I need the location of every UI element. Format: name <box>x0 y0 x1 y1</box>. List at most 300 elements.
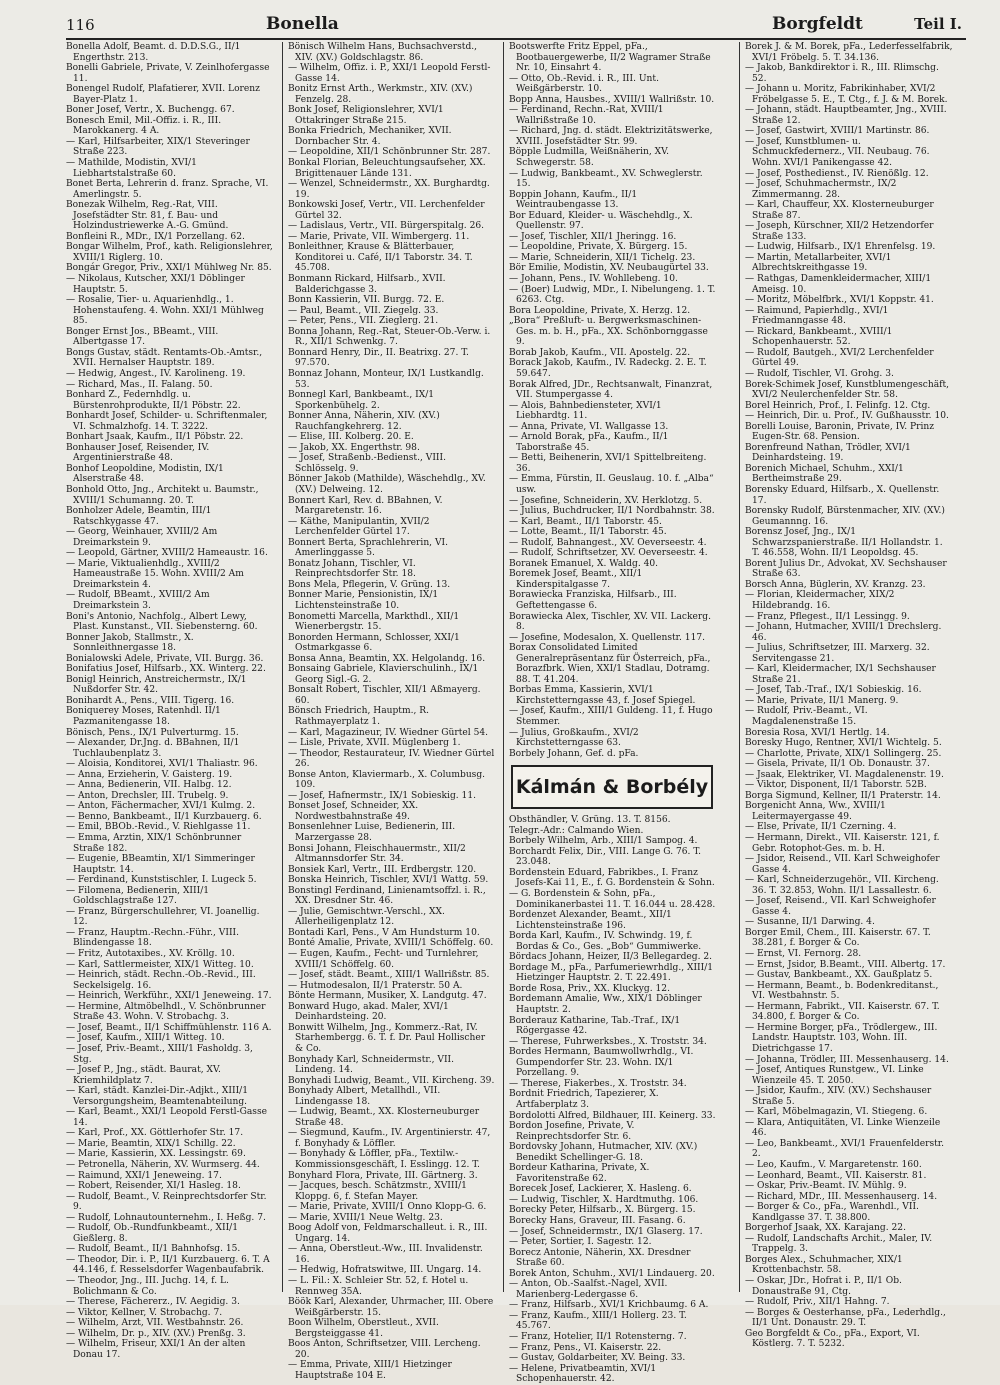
column-3 <box>509 42 717 1385</box>
directory-entry: — Ludwig, Beamt., XX. Klosterneuburger Straße 48. <box>288 1107 480 1128</box>
directory-entry: Bonwitt Wilhelm, Jng., Kommerz.-Rat, IV. Starhembergg. 6. T. f. Dr. Paul Hollischer & Co. <box>288 1022 486 1054</box>
directory-entry: — Rosalie, Tier- u. Aquarienhdlg., 1. Hohenstaufeng. 4. Wohn. XXI/1 Mühlweg 85. <box>66 295 264 327</box>
directory-entry: Bonitz Ernst Arth., Werkmstr., XIV. (XV.) Fenzelg. 28. <box>288 84 473 105</box>
directory-entry: — Josef, Gastwirt, XVIII/1 Martinstr. 86. <box>745 126 930 137</box>
directory-entry: — Anton, Fächermacher, XVI/1 Kulmg. 2. <box>66 801 256 812</box>
directory-entry: — Hutmodesalon, II/1 Praterstr. 50 A. <box>288 980 463 991</box>
directory-entry: — Leopoldine, Private, X. Bürgerg. 15. <box>509 242 688 253</box>
directory-entry: — Ernst, Jsidor, B.Beamt., VIII. Albertg. 17. <box>745 959 946 970</box>
directory-entry: Bonatz Johann, Tischler, VI. Reinprechtsdorfer Str. 18. <box>288 558 416 580</box>
directory-entry: Bonnaz Johann, Monteur, IX/1 Lustkandlg. 53. <box>288 368 484 390</box>
directory-entry: — Jsaak, Elektriker, VI. Magdalenenstr. 19. <box>745 769 944 780</box>
directory-entry: — Karl, städt. Kanzlei-Dir.-Adjkt., XIII/1 Versorgungsheim, Beamtenabteilung. <box>66 1086 249 1107</box>
directory-entry: — Karl, Kleidermacher, IX/1 Sechshauser Straße 21. <box>745 664 936 685</box>
directory-entry: — Josef, Posthedienst., IV. Rienößlg. 12. <box>745 168 929 179</box>
directory-entry: — Josef P., Jng., städt. Baurat, XV. Kriemhildplatz 7. <box>66 1065 221 1086</box>
directory-entry: Boranek Emanuel, X. Waldg. 40. <box>509 558 659 569</box>
directory-entry: — Benno, Bankbeamt., II/1 Kurzbauerg. 6. <box>66 811 262 822</box>
column-divider <box>503 42 504 1292</box>
directory-entry: Bonset Josef, Schneider, XX. Nordwestbahnstraße 49. <box>288 801 419 822</box>
directory-entry: — Ludwig, Tischler, X. Hardtmuthg. 106. <box>509 1194 699 1205</box>
directory-entry: Bonmann Rickard, Hilfsarb., XVII. Balderichgasse 3. <box>288 274 446 295</box>
directory-entry: Bonsenlehner Luise, Bedienerin, III. Marzergasse 28. <box>288 822 456 844</box>
directory-entry: — Anton, Drechsler, III. Trubelg. 9. <box>66 790 229 801</box>
directory-entry: Bonialowski Adele, Private, VII. Burgg. 36. <box>66 653 264 664</box>
part-label: Teil I. <box>914 15 962 33</box>
directory-entry: Borek J. & M. Borek, pFa., Lederfesselfabrik, XVI/1 Fröbelg. 5. T. 34.136. <box>745 42 953 63</box>
directory-entry: — Josef, Kaufm., XIII/1 Witteg. 10. <box>66 1033 225 1044</box>
directory-entry: — Aloisia, Konditorei, XVI/1 Thaliastr. 96. <box>66 759 258 770</box>
directory-entry: — Anna, Erzieherin, V. Gaisterg. 19. <box>66 769 233 780</box>
directory-entry: — Robert, Reisender, XI/1 Hasleg. 18. <box>66 1181 241 1192</box>
directory-entry: — Rudolf, Priv., XII/1 Hahng. 7. <box>745 1297 890 1308</box>
directory-entry: Bonté Amalie, Private, XVIII/1 Schöffelg. 60. <box>288 938 494 949</box>
directory-entry: Bonner Anna, Näherin, XIV. (XV.) Rauchfangkehrerg. 12. <box>288 411 440 432</box>
directory-entry: Bons Mela, Pflegerin, V. Grüng. 13. <box>288 579 451 590</box>
directory-entry: Bordeur Katharina, Private, X. Favoritenstraße 62. <box>509 1163 650 1184</box>
column-divider <box>739 42 740 1292</box>
directory-entry: — Julius, Schriftsetzer, III. Marxerg. 32. Servitengasse 21. <box>745 643 930 664</box>
directory-entry: — Franz, Hauptm.-Rechn.-Führ., VIII. Blindengasse 18. <box>66 927 240 949</box>
directory-entry: — Anna, Oberstleut.-Ww., III. Invalidenstr. 16. <box>288 1244 483 1265</box>
directory-entry: — Viktor, Disponent, II/1 Taborstr. 52B. <box>745 780 927 791</box>
directory-entry: Boni's Antonio, Nachfolg., Albert Lewy, Plast. Kunstanst., VII. Siebensterng. 60. <box>66 611 258 633</box>
directory-entry: — Filomena, Bedienerin, XIII/1 Goldschlagstraße 127. <box>66 885 210 907</box>
directory-entry: Bonella Adolf, Beamt. d. D.D.S.G., II/1 Engerthstr. 213. <box>66 42 241 63</box>
directory-entry: Bordovsky Johann, Hutmacher, XIV. (XV.) Benedikt Schellinger-G. 18. <box>509 1142 698 1163</box>
directory-entry: Bordon Josefine, Private, V. Reinprechtsdorfer Str. 6. <box>509 1121 635 1142</box>
directory-entry: — Wilhelm, Offiz. i. P., XXI/1 Leopold Ferstl-Gasse 14. <box>288 63 491 84</box>
directory-entry: Boresia Rosa, XVI/1 Hertlg. 14. <box>745 727 890 738</box>
directory-entry: — Josef, Beamt., II/1 Schiffmühlenstr. 116 A. <box>66 1022 272 1033</box>
directory-entry: Borde Rosa, Priv., XX. Kluckyg. 12. <box>509 983 670 994</box>
directory-entry: Borecky Peter, Hilfsarb., X. Bürgerg. 15. <box>509 1205 696 1216</box>
directory-entry: Borga Sigmund, Kellner, II/1 Praterstr. 14. <box>745 790 941 801</box>
directory-entry: — Marie, Private, XVIII/1 Onno Klopp-G. 6. <box>288 1202 487 1213</box>
directory-entry: Bonna Johann, Reg.-Rat, Steuer-Ob.-Verw. i. R., XII/1 Schwenkg. 7. <box>288 326 491 348</box>
directory-entry: — Josef, Tischler, XII/1 Jheringg. 16. <box>509 231 677 242</box>
directory-entry: — Ferdinand, Kunststischler, I. Lugeck 5. <box>66 875 257 886</box>
directory-entry: — Eugen, Kaufm., Fecht- und Turnlehrer, XVIII/1 Schöffelg. 60. <box>288 949 479 970</box>
directory-entry: Bonyhard Flora, Private, III. Gärtnerg. 3. <box>288 1170 478 1181</box>
directory-entry: Borges Alex., Schuhmacher, XIX/1 Krottenbachstr. 58. <box>745 1254 903 1276</box>
directory-entry: — Franz, Kaufm., XIII/1 Hollerg. 23. T. 45.767. <box>509 1310 687 1332</box>
directory-entry: — Eugenie, BBeamtin, XI/1 Simmeringer Hauptstr. 14. <box>66 854 255 875</box>
directory-entry: — Richard, Jng. d. städt. Elektrizitätswerke, XVIII. Josefstädter Str. 99. <box>509 126 713 147</box>
directory-entry: Bonse Anton, Klaviermarb., X. Columbusg. 109. <box>288 769 486 791</box>
directory-entry: — Franz, Pflegest., II/1 Lessingg. 9. <box>745 611 910 622</box>
directory-entry: Borensky Rudolf, Bürstenmacher, XIV. (XV.) Geumannng. 16. <box>745 506 945 527</box>
directory-entry: — Rudolf, BBeamt., XVIII/2 Am Dreimarkstein 3. <box>66 590 210 611</box>
directory-entry: — Paul, Beamt., VII. Ziegelg. 33. <box>288 305 439 316</box>
directory-entry: — Josef, Straßenb.-Bedienst., VIII. Schlösselg. 9. <box>288 453 446 474</box>
directory-entry: Borel Heinrich, Prof., I. Felinfg. 12. Ctg. <box>745 400 931 411</box>
directory-entry: — Mathilde, Modistin, XVI/1 Liebhartstalstraße 60. <box>66 158 197 179</box>
directory-entry: Boremek Josef, Beamt., XII/1 Kinderspitalgasse 7. <box>509 569 643 590</box>
directory-entry: Bönsch Friedrich, Hauptm., R. Rathmayerplatz 1. <box>288 706 429 727</box>
directory-entry: — Josef, Hafnermstr., IX/1 Sobieskig. 11. <box>288 790 477 801</box>
directory-entry: Bonometti Marcella, Markthdl., XII/1 Wienerbergstr. 15. <box>288 611 460 633</box>
directory-entry: — Hermann, Fabrikt., VII. Kaiserstr. 67. T. 34.800, f. Borger & Co. <box>745 1001 940 1023</box>
left-running-head: Bonella <box>266 14 339 34</box>
directory-entry: — Therese, Fuhrwerksbes., X. Troststr. 34. <box>509 1036 707 1047</box>
directory-entry: Borak Alfred, JDr., Rechtsanwalt, Finanzrat, VII. Stumpergasse 4. <box>509 379 713 401</box>
directory-entry: — Leonhard, Beamt., VII. Kaiserstr. 81. <box>745 1170 927 1181</box>
directory-entry: Bonkal Florian, Beleuchtungsaufseher, XX. Brigittenauer Lände 131. <box>288 158 486 179</box>
directory-entry: — Otto, Ob.-Revid. i. R., III. Unt. Weißgärberstr. 10. <box>509 73 659 95</box>
directory-entry: — Josef, Reisend., VII. Karl Schweighofer Gasse 4. <box>745 896 936 917</box>
directory-entry: — Oskar, JDr., Hofrat i. P., II/1 Ob. Donaustraße 91, Ctg. <box>745 1275 902 1297</box>
directory-entry: Bonelli Gabriele, Private, V. Zeinlhofergasse 11. <box>66 63 270 84</box>
directory-entry: — (Boer) Ludwig, MDr., I. Nibelungeng. 1. T. 6263. Ctg. <box>509 284 716 306</box>
directory-entry: — Fritz, Autotaxibes., XV. Kröllg. 10. <box>66 949 235 960</box>
directory-entry: Boog Adolf von, Feldmarschalleut. i. R., III. Ungarg. 14. <box>288 1223 488 1244</box>
column-divider <box>282 42 283 1292</box>
directory-entry: Bönisch Wilhelm Hans, Buchsachverstd., XIV. (XV.) Goldschlagstr. 86. <box>288 42 478 63</box>
directory-entry: — Heinrich, Dir. u. Prof., IV. Gußhausstr. 10. <box>745 411 949 422</box>
directory-entry: — Viktor, Kellner, V. Strobachg. 7. <box>66 1307 223 1318</box>
directory-entry: — Lisle, Private, XVII. Müglenberg 1. <box>288 738 461 749</box>
directory-entry: Bonesch Emil, Mil.-Offiz. i. R., III. Marokkanerg. 4 A. <box>66 115 222 137</box>
directory-entry: — Anna, Bedienerin, VII. Halbg. 12. <box>66 780 232 791</box>
directory-entry: Bonsalt Robert, Tischler, XII/1 Aßmayerg. 60. <box>288 685 481 706</box>
directory-entry: Bordenstein Eduard, Fabrikbes., I. Franz Josefs-Kai 11, E., f. G. Bordenstein & Sohn. <box>509 867 715 889</box>
directory-entry: Bonner Marie, Pensionistin, IX/1 Lichtensteinstraße 10. <box>288 590 439 611</box>
directory-entry: Borchardt Felix, Dir., VIII. Lange G. 76. T. 23.048. <box>509 846 701 868</box>
directory-entry: — Julius, Buchdrucker, II/1 Nordbahnstr. 38. <box>509 506 715 517</box>
directory-entry: Borda Karl, Kaufm., IV. Schwindg. 19, f. Bordas & Co., Ges. „Bob“ Gummiwerke. <box>509 931 702 952</box>
directory-entry: — Emma, Arztin, XIX/1 Schönbrunner Straße 182. <box>66 833 242 854</box>
directory-entry: — Emil, BBOb.-Revid., V. Riehlgasse 11. <box>66 822 251 833</box>
directory-entry: — Julius, Großkaufm., XVI/2 Kirchstetterngasse 63. <box>509 727 639 749</box>
directory-entry: — Betti, Beihenerin, XVI/1 Spittelbreiteng. 36. <box>509 453 707 474</box>
directory-entry: Bongár Gregor, Priv., XXI/1 Mühlweg Nr. 85. <box>66 263 272 274</box>
directory-entry: Borensky Eduard, Hilfsarb., X. Quellenstr. 17. <box>745 484 940 506</box>
directory-entry: — Wilhelm, Arzt, VII. Westbahnstr. 26. <box>66 1318 244 1329</box>
directory-entry: — Oskar, Priv.-Beamt. IV. Mühlg. 9. <box>745 1181 907 1192</box>
directory-entry: — Karl, Möbelmagazin, VI. Stiegeng. 6. <box>745 1107 928 1118</box>
directory-entry: — Florian, Kleidermacher, XIX/2 Hildebrandg. 16. <box>745 590 895 611</box>
directory-entry: — Siegmund, Kaufm., IV. Argentinierstr. 47, f. Bonyhady & Löffler. <box>288 1128 491 1149</box>
directory-entry: Bonigl Heinrich, Anstreichermstr., IX/1 Nußdorfer Str. 42. <box>66 674 247 696</box>
directory-entry: Böpple Ludmilla, Weißnäherin, XV. Schwegerstr. 58. <box>509 147 669 169</box>
directory-entry: — Rudolf, Ob.-Rundfunkbeamt., XII/1 Gießlerg. 8. <box>66 1223 239 1244</box>
directory-entry: — Emma, Fürstin, II. Geuslaug. 10. f. „Alba“ usw. <box>509 474 714 495</box>
directory-entry: — Heinrich, städt. Rechn.-Ob.-Revid., III. Seckelsigelg. 16. <box>66 970 256 991</box>
directory-entry: — Josefine, Schneiderin, XV. Herklotzg. 5. <box>509 495 703 506</box>
directory-entry: Bordolotti Alfred, Bildhauer, III. Keinerg. 33. <box>509 1110 716 1121</box>
directory-entry: — Hermine Borger, pFa., Trödlergew., III. Landstr. Hauptstr. 103, Wohn. III. Dietrichgasse 17. <box>745 1022 938 1054</box>
directory-entry: — Jsidor, Kaufm., XIV. (XV.) Sechshauser Straße 5. <box>745 1086 932 1107</box>
directory-entry: Bonnegl Karl, Bankbeamt., IX/1 Sporkenbühelg. 2. <box>288 390 435 411</box>
directory-entry: Bonfleini R., MDr., IX/1 Porzellang. 62. <box>66 231 245 242</box>
directory-entry: — Johann, städt. Hauptbeamter, Jng., XVIII. Straße 12. <box>745 105 947 126</box>
directory-entry: Bonleithner, Krause & Blätterbauer, Konditorei u. Café, II/1 Taborstr. 34. T. 45.708. <box>288 242 473 274</box>
header-rule <box>66 38 966 40</box>
directory-entry: Borawiecka Alex, Tischler, XV. VII. Lackerg. 8. <box>509 611 711 633</box>
directory-entry: Bordenzet Alexander, Beamt., XII/1 Lichtensteinstraße 196. <box>509 910 672 931</box>
directory-entry: Bonengel Rudolf, Plafatierer, XVII. Lorenz Bayer-Platz 1. <box>66 84 260 105</box>
directory-entry: Borelli Louise, Baronin, Private, IV. Prinz Eugen-Str. 68. Pension. <box>745 421 935 443</box>
directory-entry: — Karl, Hilfsarbeiter, XIX/1 Steveringer Straße 223. <box>66 136 250 158</box>
directory-entry: — Hermine, Altmöbelhdl., V. Schönbrunner Straße 43. Wohn. V. Strobachg. 3. <box>66 1001 266 1023</box>
directory-entry: — Josef, Priv.-Beamt., XIII/1 Fasholdg. 3, Stg. <box>66 1043 253 1065</box>
directory-entry: Boner Josef, Vertr., X. Buchengg. 67. <box>66 105 235 116</box>
directory-entry: Borgerhof Jsaak, XX. Karajang. 22. <box>745 1223 906 1234</box>
directory-entry: — Jacques, besch. Schätzmstr., XVIII/1 Kloppg. 6, f. Stefan Mayer. <box>288 1181 467 1202</box>
advertisement-box: Kálmán & Borbély <box>511 765 713 809</box>
directory-entry: — Theodor, Restaurateur, IV. Wiedner Gürtel 26. <box>288 748 495 770</box>
directory-entry: — Helene, Privatbeamtin, XVI/1 Schopenhauerstr. 42. <box>509 1363 657 1385</box>
directory-entry: Bor Eduard, Kleider- u. Wäschehdlg., X. Quellenstr. 97. <box>509 210 693 232</box>
directory-entry: — Käthe, Manipulantin, XVII/2 Lerchenfelder Gürtel 17. <box>288 516 430 538</box>
directory-entry: — Ludwig, Bankbeamt., XV. Schweglerstr. 15. <box>509 168 703 190</box>
directory-entry: — Wilhelm, Friseur, XXI/1 An der alten Donau 17. <box>66 1339 246 1360</box>
directory-entry: Borek-Schimek Josef, Kunstblumengeschäft, XVI/2 Neulerchenfelder Str. 58. <box>745 379 950 401</box>
directory-entry: Bonhart Jsaak, Kaufm., II/1 Pöbstr. 22. <box>66 432 244 443</box>
directory-entry: Borbas Emma, Kassierin, XVI/1 Kirchstetterngasse 43, f. Josef Spiegel. <box>509 685 696 706</box>
directory-entry: — G. Bordenstein & Sohn, pFa., Dominikanerbastei 11. T. 16.044 u. 28.428. <box>509 889 716 910</box>
directory-entry: Bonnard Henry, Dir., II. Beatrixg. 27. T. 97.570. <box>288 347 469 369</box>
directory-entry: Bonezak Wilhelm, Reg.-Rat, VIII. Josefstädter Str. 81, f. Bau- und Holzindustriewerke A.-G. Gmünd. <box>66 200 229 232</box>
directory-entry: Borecek Josef, Lackierer, X. Hasleng. 6. <box>509 1184 692 1195</box>
directory-entry: — Richard, Mas., II. Falang. 50. <box>66 379 213 390</box>
directory-entry: — Ludwig, Hilfsarb., IX/1 Ehrenfelsg. 19. <box>745 242 936 253</box>
directory-entry: — Julie, Gemischtwr.-Verschl., XX. Allerheiligenplatz 12. <box>288 906 445 928</box>
directory-entry: Bongar Wilhelm, Prof., kath. Religionslehrer, XVIII/1 Riglerg. 10. <box>66 242 273 263</box>
directory-entry: — Charlotte, Private, XIX/1 Sollingerg. 25. <box>745 748 942 759</box>
directory-entry: Bongs Gustav, städt. Rentamts-Ob.-Amtsr., XVII. Hernalser Hauptstr. 189. <box>66 347 263 369</box>
directory-entry: Bonger Ernst Jos., BBeamt., VIII. Albertgasse 17. <box>66 326 219 348</box>
directory-entry: Bordemann Amalie, Ww., XIX/1 Döblinger Hauptstr. 2. <box>509 994 702 1016</box>
directory-entry: — Karl, Beamt., XXI/1 Leopold Ferstl-Gasse 14. <box>66 1107 268 1128</box>
directory-entry: Bonyhadi Ludwig, Beamt., VII. Kircheng. 39. <box>288 1075 495 1086</box>
directory-entry: Borek Anton, Schuhm., XVI/1 Lindauerg. 20. <box>509 1268 715 1279</box>
directory-entry: — Alexander, Dr.Jng. d. BBahnen, II/1 Tuchlaubenplatz 3. <box>66 738 240 759</box>
directory-entry: Borecky Hans, Graveur, III. Fasang. 6. <box>509 1215 686 1226</box>
directory-entry: „Bora“ Preßluft- u. Bergwerksmaschinen-Ges. m. b. H., pFa., XX. Schönbornggasse 9. <box>509 316 708 348</box>
directory-entry: Bordage M., pFa., Parfumeriewrhdlg., XIII/1 Hietzinger Hauptstr. 2. T. 22.491. <box>509 962 714 984</box>
directory-entry: — Marie, Schneiderin, XII/1 Tichelg. 23. <box>509 252 696 263</box>
directory-entry: — Leo, Bankbeamt., XVI/1 Frauenfelderstr. 2. <box>745 1138 945 1160</box>
directory-entry: Bonsi Johann, Fleischhauermstr., XII/2 Altmannsdorfer Str. 34. <box>288 843 466 865</box>
directory-entry: Bonsiek Karl, Vertr., III. Erdbergstr. 120. <box>288 864 477 875</box>
directory-entry: — Therese, Fächererz., IV. Aegidig. 3. <box>66 1297 240 1308</box>
directory-entry: Boresky Hugo, Rentner, XVI/1 Wichtelg. 5. <box>745 738 942 749</box>
directory-entry: Bonnert Berta, Sprachlehrerin, VI. Amerlinggasse 5. <box>288 537 449 559</box>
directory-entry: — Emma, Private, XIII/1 Hietzinger Hauptstraße 104 E. <box>288 1360 452 1381</box>
directory-entry: Bonholzer Adele, Beamtin, III/1 Ratschkygasse 47. <box>66 506 212 527</box>
directory-entry: — Rudolf, Beamt., V. Reinprechtsdorfer Str. 9. <box>66 1191 267 1213</box>
directory-entry: Bontadi Karl, Pens., V Am Hundsturm 10. <box>288 927 480 938</box>
directory-entry: Bonk Josef, Religionslehrer, XVI/1 Ottakringer Straße 215. <box>288 105 444 126</box>
directory-entry: Borbely Johann, Gef. d. pFa. <box>509 748 639 759</box>
directory-entry: — Ladislaus, Vertr., VII. Bürgerspitalg. 26. <box>288 221 485 232</box>
directory-entry: — Theodor, Jng., III. Juchg. 14, f. L. Bolichmann & Co. <box>66 1275 229 1297</box>
directory-entry: — Josef, Kaufm., XIII/1 Guldeng. 11, f. Hugo Stemmer. <box>509 706 713 727</box>
directory-entry: — Marie, Viktualienhdlg., XVIII/2 Hameaustraße 15. Wohn. XVIII/2 Am Dreimarkstein 4. <box>66 558 244 590</box>
directory-entry: Boniquerey Moses, Ratenhdl. II/1 Pazmanitengasse 18. <box>66 706 221 727</box>
directory-entry: Telegr.-Adr.: Calmando Wien. <box>509 825 644 836</box>
directory-entry: — Hermann, Beamt., b. Bodenkreditanst., VI. Westbahnstr. 5. <box>745 980 939 1002</box>
directory-entry: — Peter, Pens., VII. Zieglerg. 21. <box>288 316 439 327</box>
directory-entry: Bonet Berta, Lehrerin d. franz. Sprache, VI. Amerlingstr. 5. <box>66 179 269 200</box>
directory-entry: — Anna, Private, VI. Wallgasse 13. <box>509 421 669 432</box>
directory-entry: — Hedwig, Hofratswitwe, III. Ungarg. 14. <box>288 1265 482 1276</box>
directory-entry: — Karl, Chauffeur, XX. Klosterneuburger Straße 87. <box>745 200 934 221</box>
directory-entry: — Johanna, Trödler, III. Messenhauserg. 14. <box>745 1054 949 1065</box>
directory-entry: Geo Borgfeldt & Co., pFa., Export, VI. Köstlerg. 7. T. 5232. <box>745 1328 920 1350</box>
directory-entry: Bör Emilie, Modistin, XV. Neubaugürtel 33. <box>509 263 709 274</box>
directory-entry: — Susanne, II/1 Darwing. 4. <box>745 917 875 928</box>
directory-entry: Borax Consolidated Limited Generalrepräsentanz für Österreich, pFa., Borazfbrk. Wien, XXI/1 Stadlau, Dotramg. 88. T. 41.204. <box>509 643 711 685</box>
directory-entry: — Josef, Schneidermstr., IX/1 Glaserg. 17. <box>509 1226 703 1237</box>
directory-entry: Borecz Antonie, Näherin, XX. Dresdner Straße 60. <box>509 1247 691 1269</box>
directory-entry: Borack Jakob, Kaufm., IV. Radeckg. 2. E. T. 59.647. <box>509 358 707 379</box>
directory-entry: — Arnold Borak, pFa., Kaufm., II/1 Taborstraße 45. <box>509 432 669 453</box>
column-4 <box>745 42 953 1350</box>
directory-entry: Bördacs Johann, Heizer, II/3 Bellegardeg. 2. <box>509 952 713 963</box>
directory-entry: Bonstingl Ferdinand, Linienamtsoffzl. i. R., XX. Dresdner Str. 46. <box>288 885 486 907</box>
directory-entry: Borsch Anna, Büglerin, XV. Kranzg. 23. <box>745 579 926 590</box>
directory-entry: — Peter, Sortier, I. Sagestr. 12. <box>509 1237 652 1248</box>
directory-entry: Borensz Josef, Jng., IX/1 Schwarzspanierstraße. II/1 Hollandstr. 1. T. 46.558, Wohn. II/1 Leopoldsg. 45. <box>745 527 943 559</box>
directory-entry: Borgenicht Anna, Ww., XVIII/1 Leitermayergasse 49. <box>745 801 886 822</box>
directory-entry: — Alois, Bahnbediensteter, XVI/1 Liebhardtg. 11. <box>509 400 662 422</box>
directory-entry: — Franz, Hilfsarb., XVI/1 Krichbaumg. 6 A. <box>509 1300 709 1311</box>
directory-entry: Bonorden Hermann, Schlosser, XXI/1 Ostmarkgasse 6. <box>288 632 460 654</box>
directory-entry: — Rudolf, Lohnautounternehm., I. Heßg. 7. <box>66 1212 266 1223</box>
directory-entry: — Martin, Metallarbeiter, XVI/1 Albrechtskreithgasse 19. <box>745 252 892 274</box>
directory-entry: — Franz, Hotelier, II/1 Rotensterng. 7. <box>509 1331 687 1342</box>
directory-entry: — Marie, Private, II/1 Manerg. 9. <box>745 695 899 706</box>
directory-entry: Borger Emil, Chem., III. Kaiserstr. 67. T. 38.281, f. Borger & Co. <box>745 927 931 949</box>
directory-entry: Bora Leopoldine, Private, X. Herzg. 12. <box>509 305 691 316</box>
page-header <box>66 14 966 36</box>
directory-entry: — Josef, Antiques Runstgew., VI. Linke Wienzeile 45. T. 2050. <box>745 1065 924 1086</box>
directory-entry: — Raimund, XXI/1 Jeneweing. 17. <box>66 1170 222 1181</box>
directory-entry: — Marie, Kassierin, XX. Lessingstr. 69. <box>66 1149 246 1160</box>
directory-entry: Bonkowski Josef, Vertr., VII. Lerchenfelder Gürtel 32. <box>288 200 485 221</box>
directory-entry: Bonhof Leopoldine, Modistin, IX/1 Alserstraße 48. <box>66 463 224 485</box>
directory-entry: — Ernst, VI. Fernorg. 28. <box>745 949 862 960</box>
directory-entry: — Josef, Tab.-Traf., IX/1 Sobieskig. 16. <box>745 685 922 696</box>
column-2 <box>288 42 496 1381</box>
directory-entry: — Jakob, Bankdirektor i. R., III. Rlimschg. 52. <box>745 63 939 84</box>
directory-entry: Borawiecka Franziska, Hilfsarb., III. Geftettengasse 6. <box>509 590 677 611</box>
directory-entry: — Jakob, XX. Engerthstr. 98. <box>288 442 420 453</box>
directory-entry: Bönisch, Pens., IX/1 Pulverturmg. 15. <box>66 727 239 738</box>
directory-entry: — Rudolf, Tischler, VI. Grohg. 3. <box>745 368 894 379</box>
directory-entry: Borenich Michael, Schuhm., XXI/1 Bertheimstraße 29. <box>745 463 904 485</box>
directory-entry: Bonsaing Gabriele, Klavierschulinh., IX/1 Georg Sigl.-G. 2. <box>288 664 479 685</box>
directory-entry: — Nikolaus, Kutscher, XXI/1 Döblinger Hauptstr. 5. <box>66 274 245 295</box>
directory-entry: — Wilhelm, Dr. p., XIV. (XV.) Prenßg. 3. <box>66 1328 246 1339</box>
directory-entry: Bonhard Z., Federnhdlg. u. Bürstenrohprodukte, II/1 Pöbstr. 22. <box>66 390 241 411</box>
directory-entry: Bordnit Friedrich, Tapezierer, X. Artfaberplatz 3. <box>509 1089 659 1110</box>
page-number: 116 <box>66 16 95 34</box>
directory-entry: Boon Wilhelm, Oberstleut., XVII. Bergsteiggasse 41. <box>288 1318 439 1339</box>
directory-entry: — Rathgas, Damenkleidermacher, XIII/1 Ameisg. 10. <box>745 274 932 295</box>
directory-entry: — Joseph, Kürschner, XII/2 Hetzendorfer Straße 133. <box>745 221 934 242</box>
directory-entry: — L. Fil.: X. Schleier Str. 52, f. Hotel u. Rennweg 35A. <box>288 1275 469 1297</box>
directory-entry: Bonhauser Josef, Reisender, IV. Argentinierstraße 48. <box>66 442 210 464</box>
directory-entry: — Johann u. Moritz, Fabrikinhaber, XVI/2 Fröbelgasse 5. E., T. Ctg., f. J. & M. Borek. <box>745 84 948 105</box>
directory-entry: — Marie, Private, VII. Wimbergerg. 11. <box>288 231 470 242</box>
directory-entry: Borenfreund Nathan, Trödler, XVI/1 Deinhardsteing. 19. <box>745 442 911 464</box>
column-1 <box>66 42 274 1360</box>
directory-entry: — Rudolf, Landschafts Archit., Maler, IV. Trappelg. 3. <box>745 1233 933 1255</box>
directory-entry: — Johann, Pens., IV. Wohllebeng. 10. <box>509 274 678 285</box>
directory-entry: — Karl, Prof., XX. Göttlerhofer Str. 17. <box>66 1128 244 1139</box>
directory-entry: — Borges & Oesterhanse, pFa., Lederhdlg., II/1 Unt. Donaustr. 29. T. <box>745 1307 946 1329</box>
directory-entry: Bonner Jakob, Stallmstr., X. Sonnleithnergasse 18. <box>66 632 194 654</box>
directory-entry: — Moritz, Möbelfbrk., XVI/1 Koppstr. 41. <box>745 295 934 306</box>
directory-entry: — Hedwig, Angest., IV. Karolineng. 19. <box>66 368 246 379</box>
directory-entry: Borderauz Katharine, Tab.-Traf., IX/1 Rögergasse 42. <box>509 1015 681 1037</box>
directory-entry: — Therese, Fiakerbes., X. Troststr. 34. <box>509 1078 687 1089</box>
directory-entry: Borab Jakob, Kaufm., VII. Apostelg. 22. <box>509 347 691 358</box>
directory-entry: Bonifatius Josef, Hilfsarb., XX. Winterg. 22. <box>66 664 266 675</box>
directory-entry: — Karl, Magazineur, IV. Wiedner Gürtel 54. <box>288 727 489 738</box>
directory-entry: — Petronella, Näherin, XV. Wurmserg. 44. <box>66 1159 260 1170</box>
directory-entry: — Bonyhady & Löffler, pFa., Textilw.-Kommissionsgeschäft, I. Esslingg. 12. T. <box>288 1149 480 1170</box>
directory-entry: Bönner Jakob (Mathilde), Wäschehdlg., XV. (XV.) Delweing. 12. <box>288 474 486 495</box>
directory-entry: Bonyhady Albert, Metallhdl., VII. Lindengasse 18. <box>288 1086 441 1107</box>
directory-entry: — Franz, Pens., VI. Kaiserstr. 22. <box>509 1342 662 1353</box>
directory-entry: — Rudolf, Bahnangest., XV. Oeverseestr. 4. <box>509 537 707 548</box>
directory-entry: Bonka Friedrich, Mechaniker, XVII. Dornbacher Str. 4. <box>288 126 452 147</box>
directory-entry: Böök Karl, Alexander, Uhrmacher, III. Obere Weißgärberstr. 15. <box>288 1297 494 1318</box>
directory-entry: Bordes Hermann, Baumwollwrhdlg., VI. Gumpendorfer Str. 23. Wohn. IX/1 Porzellang. 9. <box>509 1047 694 1079</box>
directory-entry: — Johann, Hutmacher, XVIII/1 Drechslerg. 46. <box>745 622 942 643</box>
directory-entry: Bonska Heinrich, Tischler, XVI/1 Wattg. 59. <box>288 875 489 886</box>
directory-entry: — Lotte, Beamt., II/1 Taborstr. 45. <box>509 527 667 538</box>
directory-entry: Bopp Anna, Hausbes., XVIII/1 Wallrißstr. 10. <box>509 94 715 105</box>
directory-entry: — Karl, Schneiderzugehör., VII. Kircheng. 36. T. 32.853, Wohn. II/1 Lassallestr. 6. <box>745 875 939 896</box>
directory-entry: Boppin Johann, Kaufm., II/1 Weintraubengasse 13. <box>509 189 638 211</box>
directory-entry: — Rudolf, Bautgeh., XVI/2 Lerchenfelder Gürtel 49. <box>745 347 934 369</box>
directory-entry: — Karl, Beamt., II/1 Taborstr. 45. <box>509 516 662 527</box>
directory-entry: — Hermann, Direkt., VII. Kaiserstr. 121, f. Gebr. Rotophot-Ges. m. b. H. <box>745 833 940 854</box>
directory-entry: Obsthändler, V. Grüng. 13. T. 8156. <box>509 815 671 826</box>
right-running-head: Borgfeldt <box>772 14 863 34</box>
directory-entry: — Klara, Antiquitäten, VI. Linke Wienzeile 46. <box>745 1117 941 1139</box>
directory-entry: Bonward Hugo, akad. Maler, XVI/1 Deinhardsteing. 20. <box>288 1001 449 1023</box>
directory-entry: Bonnert Karl, Rev. d. BBahnen, V. Margaretenstr. 16. <box>288 495 443 517</box>
directory-entry: — Gustav, Bankbeamt., XX. Gaußplatz 5. <box>745 970 933 981</box>
directory-entry: — Leopoldine, XII/1 Schönbrunner Str. 287. <box>288 147 491 158</box>
directory-entry: — Anton, Ob.-Saalfst.-Nagel, XVII. Marienberg-Ledergasse 6. <box>509 1279 668 1300</box>
directory-entry: Bonyhady Karl, Schneidermstr., VII. Lindeng. 14. <box>288 1054 455 1076</box>
directory-entry: Bönte Hermann, Musiker, X. Landgutg. 47. <box>288 991 487 1002</box>
directory-entry: — Josef, Schuhmachermstr., IX/2 Zimmermanng. 28. <box>745 179 897 200</box>
directory-entry: — Rudolf, Beamt., II/1 Bahnhofsg. 15. <box>66 1244 241 1255</box>
directory-entry: — Heinrich, Werkführ., XXI/1 Jeneweing. 17. <box>66 991 272 1002</box>
directory-entry: — Rickard, Bankbeamt., XVIII/1 Schopenhauerstr. 52. <box>745 326 893 348</box>
directory-entry: Boos Anton, Schriftsetzer, VIII. Lercheng. 20. <box>288 1339 481 1360</box>
directory-entry: — Elise, III. Kolberg. 20. E. <box>288 432 414 443</box>
directory-entry: Bootswerfte Fritz Eppel, pFa., Bootbauergewerbe, II/2 Wagramer Straße Nr. 10, Einsahrt 4. <box>509 42 711 74</box>
directory-entry: — Wenzel, Schneidermstr., XX. Burghardtg. 19. <box>288 179 490 200</box>
directory-entry: Borent Julius Dr., Advokat, XV. Sechshauser Straße 63. <box>745 558 947 580</box>
directory-entry: — Borger & Co., pFa., Warenhdl., VII. Kandlgasse 37. T. 38.800. <box>745 1202 919 1223</box>
directory-entry: — Rudolf, Priv.-Beamt., VI. Magdalenenstraße 15. <box>745 706 868 727</box>
directory-entry: — Gustav, Goldarbeiter, XV. Being. 33. <box>509 1353 686 1364</box>
directory-entry: Bonhardt Josef, Schilder- u. Schriftenmaler, VI. Schmalzhofg. 14. T. 3222. <box>66 411 268 432</box>
directory-entry: — Josef, städt. Beamt., XIII/1 Wallrißstr. 85. <box>288 970 490 981</box>
directory-entry: — Marie, XVIII/1 Neue Weltg. 23. <box>288 1212 443 1223</box>
